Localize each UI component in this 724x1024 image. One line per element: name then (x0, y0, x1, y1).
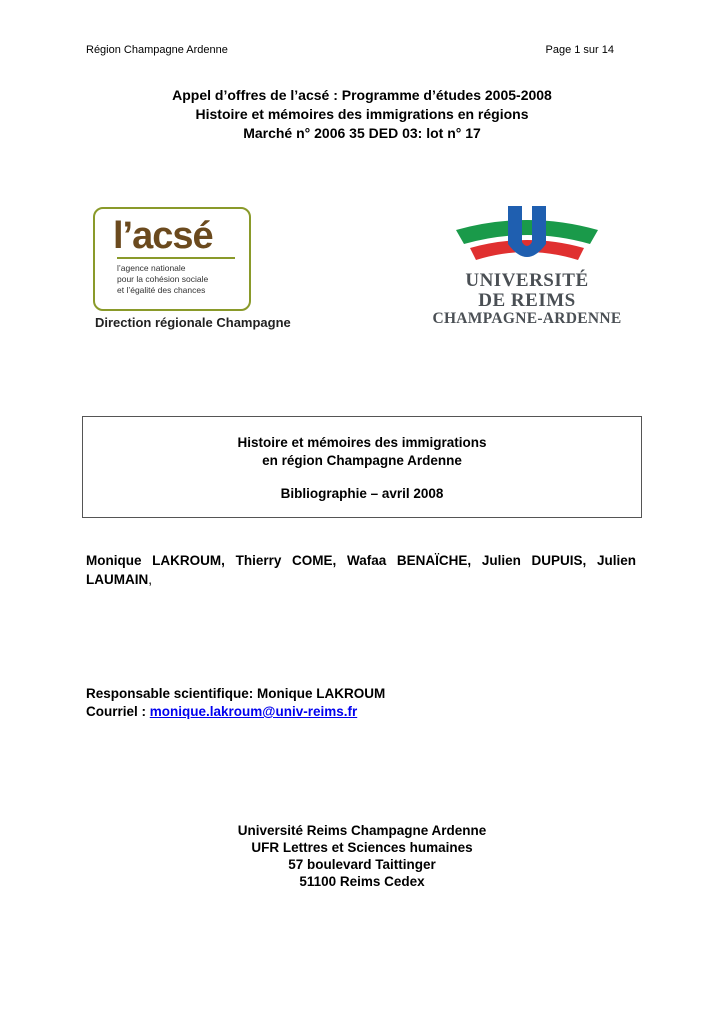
subject-box (82, 416, 642, 518)
acse-tagline-3: et l’égalité des chances (117, 285, 206, 295)
title-line-2: Histoire et mémoires des immigrations en régions (195, 106, 529, 122)
address-line-1: Université Reims Champagne Ardenne (237, 823, 487, 838)
acse-wordmark: l’acsé (113, 215, 213, 257)
header-page-number: Page 1 sur 14 (545, 44, 614, 56)
subject-spacer (83, 470, 641, 485)
email-line (86, 703, 385, 721)
subject-line-2: en région Champagne Ardenne (262, 453, 462, 468)
email-link[interactable]: monique.lakroum@univ-reims.fr (149, 704, 358, 719)
authors-line-1: Monique LAKROUM, Thierry COME, Wafaa BENAÏCHE, Julien DUPUIS, Julien (86, 553, 636, 568)
university-name-2: DE REIMS (478, 290, 576, 311)
acse-tagline-2: pour la cohésion sociale (117, 274, 209, 284)
address-line-3: 57 boulevard Taittinger (288, 857, 436, 872)
acse-direction: Direction régionale Champagne (95, 315, 291, 330)
subject-line-1: Histoire et mémoires des immigrations (237, 435, 487, 450)
university-emblem-icon (452, 204, 602, 266)
email-label: Courriel : (86, 704, 150, 719)
address-line-2: UFR Lettres et Sciences humaines (251, 840, 473, 855)
university-name-3: CHAMPAGNE-ARDENNE (432, 310, 622, 327)
address-line-4: 51100 Reims Cedex (299, 874, 425, 889)
authors-line-2: LAUMAIN (86, 572, 149, 587)
subject-text (83, 434, 641, 503)
responsible-scientist: Responsable scientifique: Monique LAKROUM (86, 686, 386, 701)
university-name-1: UNIVERSITÉ (465, 270, 589, 291)
acse-logo-frame (93, 207, 251, 311)
address-block (0, 822, 724, 890)
authors-tail: , (148, 572, 153, 587)
acse-logo (93, 207, 309, 333)
title-line-3: Marché n° 2006 35 DED 03: lot n° 17 (243, 125, 481, 141)
acse-tagline-1: l’agence nationale (117, 263, 186, 273)
title-line-1: Appel d’offres de l’acsé : Programme d’études 2005-2008 (172, 87, 552, 103)
header-region: Région Champagne Ardenne (86, 44, 228, 56)
university-logo (412, 204, 642, 332)
subject-line-3: Bibliographie – avril 2008 (280, 486, 444, 501)
authors-line-2-wrap (86, 570, 636, 589)
authors-list (86, 551, 636, 589)
acse-divider (117, 257, 235, 259)
document-title (0, 86, 724, 143)
acse-tagline (117, 263, 208, 296)
contact-block (86, 685, 385, 721)
